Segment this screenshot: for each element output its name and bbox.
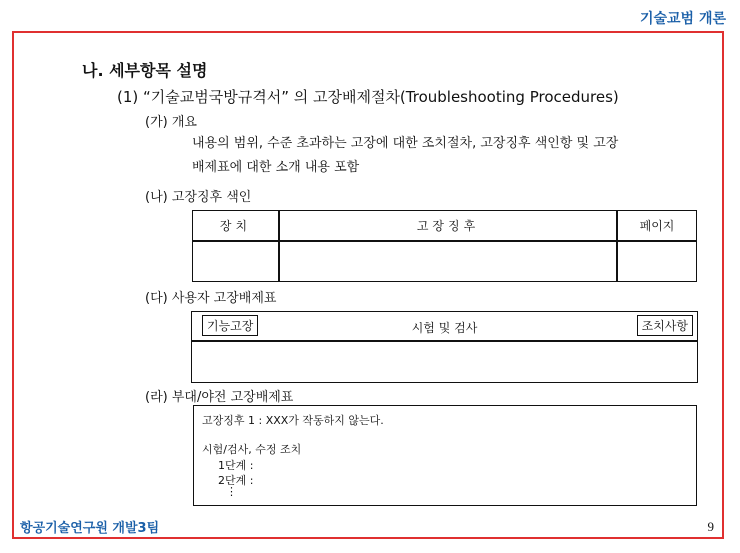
footer-org: 항공기술연구원 개발3팀 xyxy=(20,521,160,536)
item-da-heading: (다) 사용자 고장배제표 xyxy=(145,291,277,306)
page-number: 9 xyxy=(707,519,714,534)
ellipsis-line: ⋮ xyxy=(226,485,237,498)
table-header-page: 페이지 xyxy=(639,219,675,233)
tag-malfunction: 기능고장 xyxy=(202,315,258,336)
step2-line: 2단계 : xyxy=(218,474,254,487)
table-header-symptom: 고장징후 xyxy=(416,219,480,233)
item-ra-heading: (라) 부대/야전 고장배제표 xyxy=(145,390,294,405)
subsection-title: (1) “기술교범국방규격서” 의 고장배제절차(Troubleshooting Procedures) xyxy=(117,88,619,106)
user-troubleshooting-table xyxy=(191,311,698,383)
item-ga-body-line2: 배제표에 대한 소개 내용 포함 xyxy=(192,160,360,175)
procedure-line: 시험/검사, 수정 조치 xyxy=(202,443,302,456)
tag-corrective-action: 조치사항 xyxy=(637,315,693,336)
step1-line: 1단계 : xyxy=(218,459,254,472)
symptom-line: 고장징후 1 : XXX가 작동하지 않는다. xyxy=(202,414,384,427)
table-header-divider xyxy=(192,340,697,342)
symptom-index-table xyxy=(192,210,697,282)
item-ga-heading: (가) 개요 xyxy=(145,115,197,130)
header-title: 기술교범 개론 xyxy=(639,11,726,27)
field-troubleshooting-box xyxy=(193,405,697,506)
test-inspection-label: 시험 및 검사 xyxy=(411,321,478,335)
table-header-divider xyxy=(193,240,696,242)
item-ga-body-line1: 내용의 범위, 수준 초과하는 고장에 대한 조치절차, 고장징후 색인항 및 고장 xyxy=(192,136,619,151)
section-title: 나. 세부항목 설명 xyxy=(82,61,208,80)
table-header-device: 장치 xyxy=(219,219,252,233)
item-na-heading: (나) 고장징후 색인 xyxy=(145,190,252,205)
